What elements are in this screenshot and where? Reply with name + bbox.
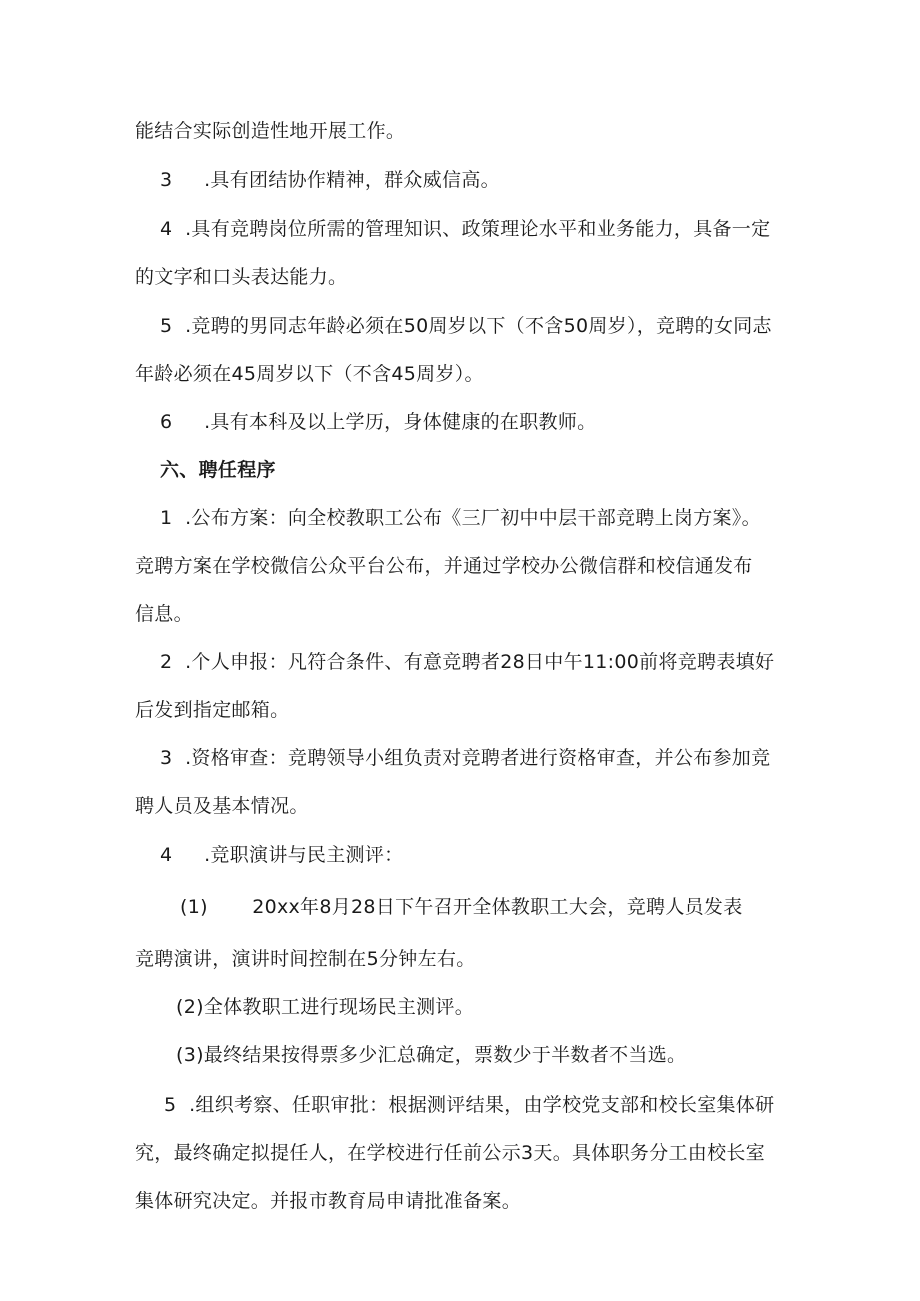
text-line-15: 聘人员及基本情况。 bbox=[135, 795, 309, 817]
text-line-12: 2 .个人申报：凡符合条件、有意竞聘者28日中午11:00前将竞聘表填好 bbox=[160, 651, 775, 673]
text-line-18: 竞聘演讲，演讲时间控制在5分钟左右。 bbox=[135, 948, 476, 970]
text-line-13: 后发到指定邮箱。 bbox=[135, 699, 290, 721]
text-line-20: (3)最终结果按得票多少汇总确定，票数少于半数者不当选。 bbox=[176, 1044, 687, 1066]
text-line-11: 信息。 bbox=[135, 603, 193, 625]
text-line-14: 3 .资格审查：竞聘领导小组负责对竞聘者进行资格审查，并公布参加竞 bbox=[160, 747, 771, 769]
text-line-23: 集体研究决定。并报市教育局申请批准备案。 bbox=[135, 1190, 522, 1212]
text-line-3: 4 .具有竞聘岗位所需的管理知识、政策理论水平和业务能力，具备一定 bbox=[160, 218, 771, 240]
text-line-7: 6 .具有本科及以上学历，身体健康的在职教师。 bbox=[160, 411, 597, 433]
text-line-6: 年龄必须在45周岁以下（不含45周岁）。 bbox=[135, 363, 484, 385]
text-line-21: 5 .组织考察、任职审批：根据测评结果，由学校党支部和校长室集体研 bbox=[164, 1094, 775, 1116]
text-line-5: 5 .竞聘的男同志年龄必须在50周岁以下（不含50周岁），竞聘的女同志 bbox=[160, 315, 772, 337]
text-line-4: 的文字和口头表达能力。 bbox=[135, 266, 348, 288]
text-line-22: 究，最终确定拟提任人，在学校进行任前公示3天。具体职务分工由校长室 bbox=[135, 1142, 765, 1164]
text-line-1: 能结合实际创造性地开展工作。 bbox=[135, 120, 406, 142]
text-line-16: 4 .竞职演讲与民主测评： bbox=[160, 844, 404, 866]
text-line-19: (2)全体教职工进行现场民主测评。 bbox=[176, 996, 475, 1018]
text-line-10: 竞聘方案在学校微信公众平台公布，并通过学校办公微信群和校信通发布 bbox=[135, 555, 753, 577]
section-heading: 六、聘任程序 bbox=[160, 459, 276, 481]
text-line-9: 1 .公布方案：向全校教职工公布《三厂初中中层干部竞聘上岗方案》。 bbox=[160, 507, 761, 529]
text-line-17: (1) 20xx年8月28日下午召开全体教职工大会，竞聘人员发表 bbox=[180, 896, 743, 918]
text-line-2: 3 .具有团结协作精神，群众威信高。 bbox=[160, 169, 500, 191]
